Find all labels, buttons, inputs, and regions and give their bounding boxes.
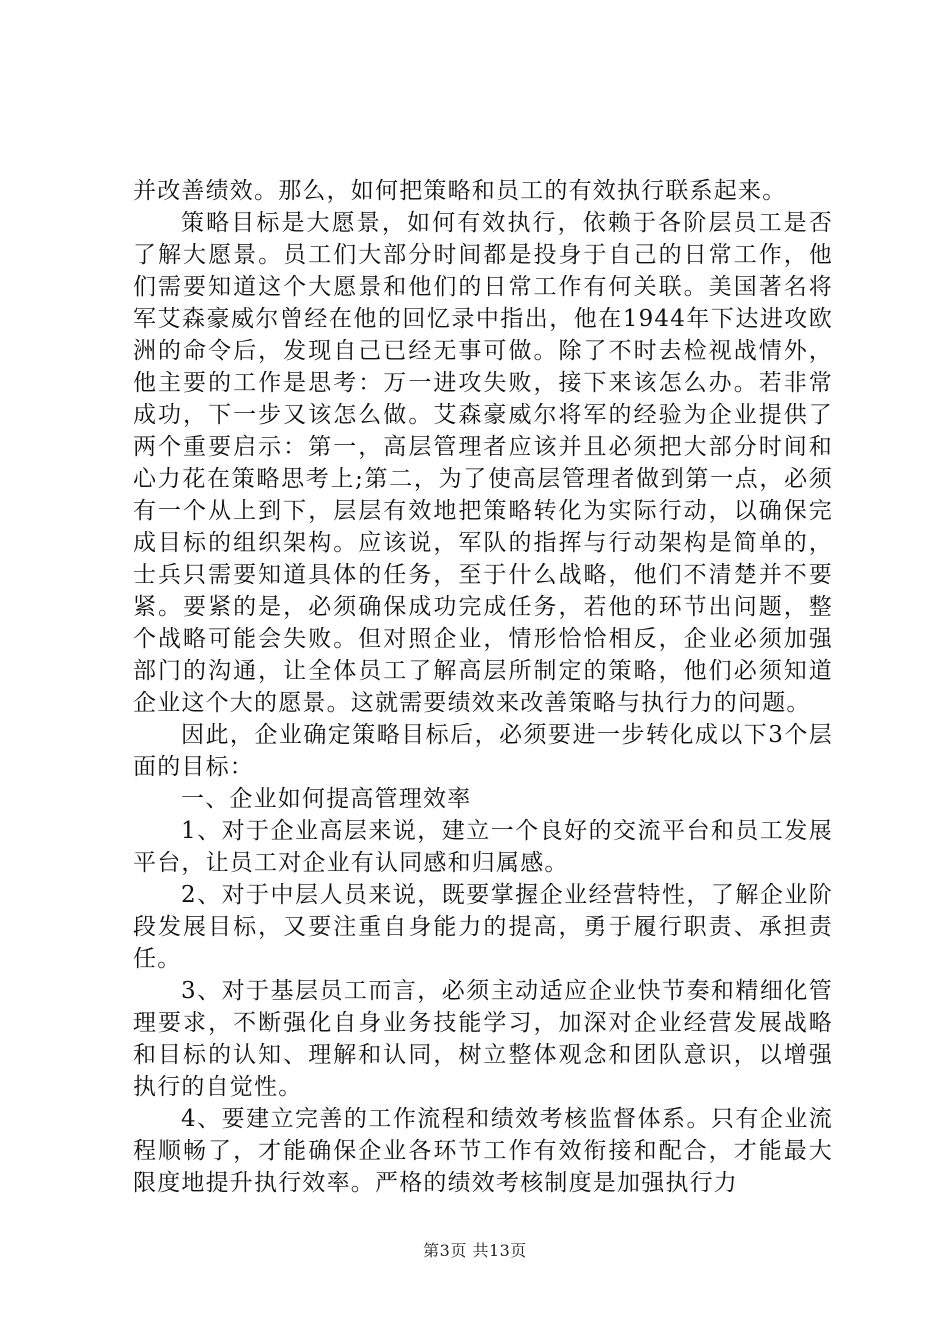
paragraph-strategy-vision: 策略目标是大愿景，如何有效执行，依赖于各阶层员工是否了解大愿景。员工们大部分时间都是投身于自己的日常工作，他们需要知道这个大愿景和他们的日常工作有何关联。美国著名将军艾森豪威尔曾经在他的回忆录中指出，他在1944年下达进攻欧洲的命令后，发现自己已经无事可做。除了不时去检视战情外，他主要的工作是思考：万一进攻失败，接下来该怎么办。若非常成功，下一步又该怎么做。艾森豪威尔将军的经验为企业提供了两个重要启示：第一，高层管理者应该并且必须把大部分时间和心力花在策略思考上;第二，为了使高层管理者做到第一点，必须有一个从上到下，层层有效地把策略转化为实际行动，以确保完成目标的组织架构。应该说，军队的指挥与行动架构是简单的，士兵只需要知道具体的任务，至于什么战略，他们不清楚并不要紧。要紧的是，必须确保成功完成任务，若他的环节出问题，整个战略可能会失败。但对照企业，情形恰恰相反，企业必须加强部门的沟通，让全体员工了解高层所制定的策略，他们必须知道企业这个大的愿景。这就需要绩效来改善策略与执行力的问题。	[133, 210, 833, 716]
list-item-grassroots-staff: 3、对于基层员工而言，必须主动适应企业快节奏和精细化管理要求，不断强化自身业务技能学习，加深对企业经营发展战略和目标的认知、理解和认同，树立整体观念和团队意识，以增强执行的自觉性。	[133, 978, 833, 1100]
list-item-middle-management: 2、对于中层人员来说，既要掌握企业经营特性，了解企业阶段发展目标，又要注重自身能力的提高，勇于履行职责、承担责任。	[133, 882, 833, 972]
list-item-senior-management: 1、对于企业高层来说，建立一个良好的交流平台和员工发展平台，让员工对企业有认同感和归属感。	[133, 818, 833, 876]
page-number-footer: 第3页 共13页	[423, 1241, 527, 1260]
paragraph-three-levels: 因此，企业确定策略目标后，必须要进一步转化成以下3个层面的目标：	[133, 722, 833, 780]
body-text	[133, 175, 833, 1199]
paragraph-continuation: 并改善绩效。那么，如何把策略和员工的有效执行联系起来。	[133, 178, 787, 204]
section-heading-management-efficiency: 一、企业如何提高管理效率	[181, 786, 472, 812]
list-item-workflow-system: 4、要建立完善的工作流程和绩效考核监督体系。只有企业流程顺畅了，才能确保企业各环节工作有效衔接和配合，才能最大限度地提升执行效率。严格的绩效考核制度是加强执行力	[133, 1106, 833, 1196]
